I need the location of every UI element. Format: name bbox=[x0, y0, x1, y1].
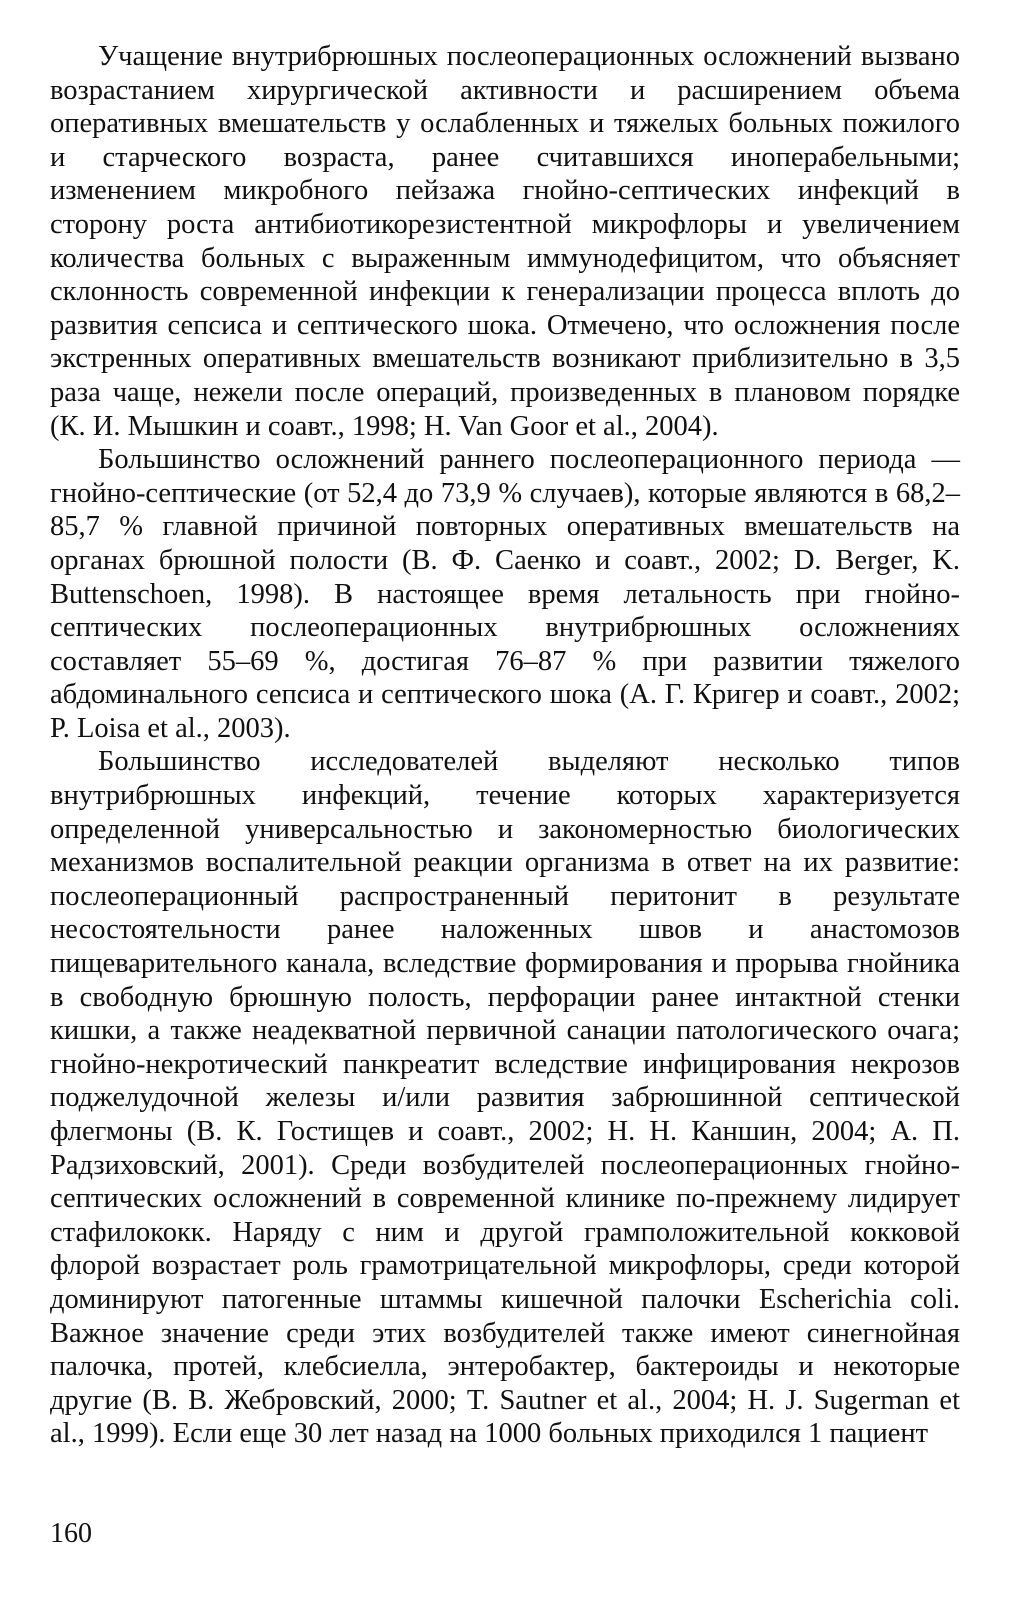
paragraph-3: Большинство исследователей выделяют несколько типов внутрибрюшных инфекций, течение которых характеризуется определенной универсальностью и закономерностью биологических механизмов воспалительной реакции организма в ответ на их развитие: послеоперационный распространенный перитонит в результате несостоятельности ранее наложенных швов и анастомозов пищеварительного канала, вследствие формирования и прорыва гнойника в свободную брюшную полость, перфорации ранее интактной стенки кишки, а также неадекватной первичной санации патологического очага; гнойно-некротический панкреатит вследствие инфицирования некрозов поджелудочной железы и/или развития забрюшинной септической флегмоны (В. К. Гостищев и соавт., 2002; Н. Н. Каншин, 2004; А. П. Радзиховский, 2001). Среди возбудителей послеоперационных гнойно-септических осложнений в современной клинике по-прежнему лидирует стафилококк. Наряду с ним и другой грамположительной кокковой флорой возрастает роль грамотрицательной микрофлоры, среди которой доминируют патогенные штаммы кишечной палочки Escherichia coli. Важное значение среди этих возбудителей также имеют синегнойная палочка, протей, клебсиелла, энтеробактер, бактероиды и некоторые другие (В. В. Жебровский, 2000; T. Sautner et al., 2004; H. J. Sugerman et al., 1999). Если еще 30 лет назад на 1000 больных приходился 1 пациент bbox=[50, 746, 960, 1450]
paragraph-2: Большинство осложнений раннего послеоперационного периода — гнойно-септические (от 52,4 до 73,9 % случаев), которые являются в 68,2–85,7 % главной причиной повторных оперативных вмешательств на органах брюшной полости (В. Ф. Саенко и соавт., 2002; D. Berger, K. Buttenschoen, 1998). В настоящее время летальность при гнойно-септических послеоперационных внутрибрюшных осложнениях составляет 55–69 %, достигая 76–87 % при развитии тяжелого абдоминального сепсиса и септического шока (А. Г. Кригер и соавт., 2002; P. Loisa et al., 2003). bbox=[50, 444, 960, 744]
paragraph-1: Учащение внутрибрюшных послеоперационных осложнений вызвано возрастанием хирургической активности и расширением объема оперативных вмешательств у ослабленных и тяжелых больных пожилого и старческого возраста, ранее считавшихся иноперабельными; изменением микробного пейзажа гнойно-септических инфекций в сторону роста антибиотикорезистентной микрофлоры и увеличением количества больных с выраженным иммунодефицитом, что объясняет склонность современной инфекции к генерализации процесса вплоть до развития сепсиса и септического шока. Отмечено, что осложнения после экстренных оперативных вмешательств возникают приблизительно в 3,5 раза чаще, нежели после операций, произведенных в плановом порядке (К. И. Мышкин и соавт., 1998; H. Van Goor et al., 2004). bbox=[50, 41, 960, 442]
page-body bbox=[50, 40, 960, 1451]
page-number: 160 bbox=[50, 1518, 92, 1549]
